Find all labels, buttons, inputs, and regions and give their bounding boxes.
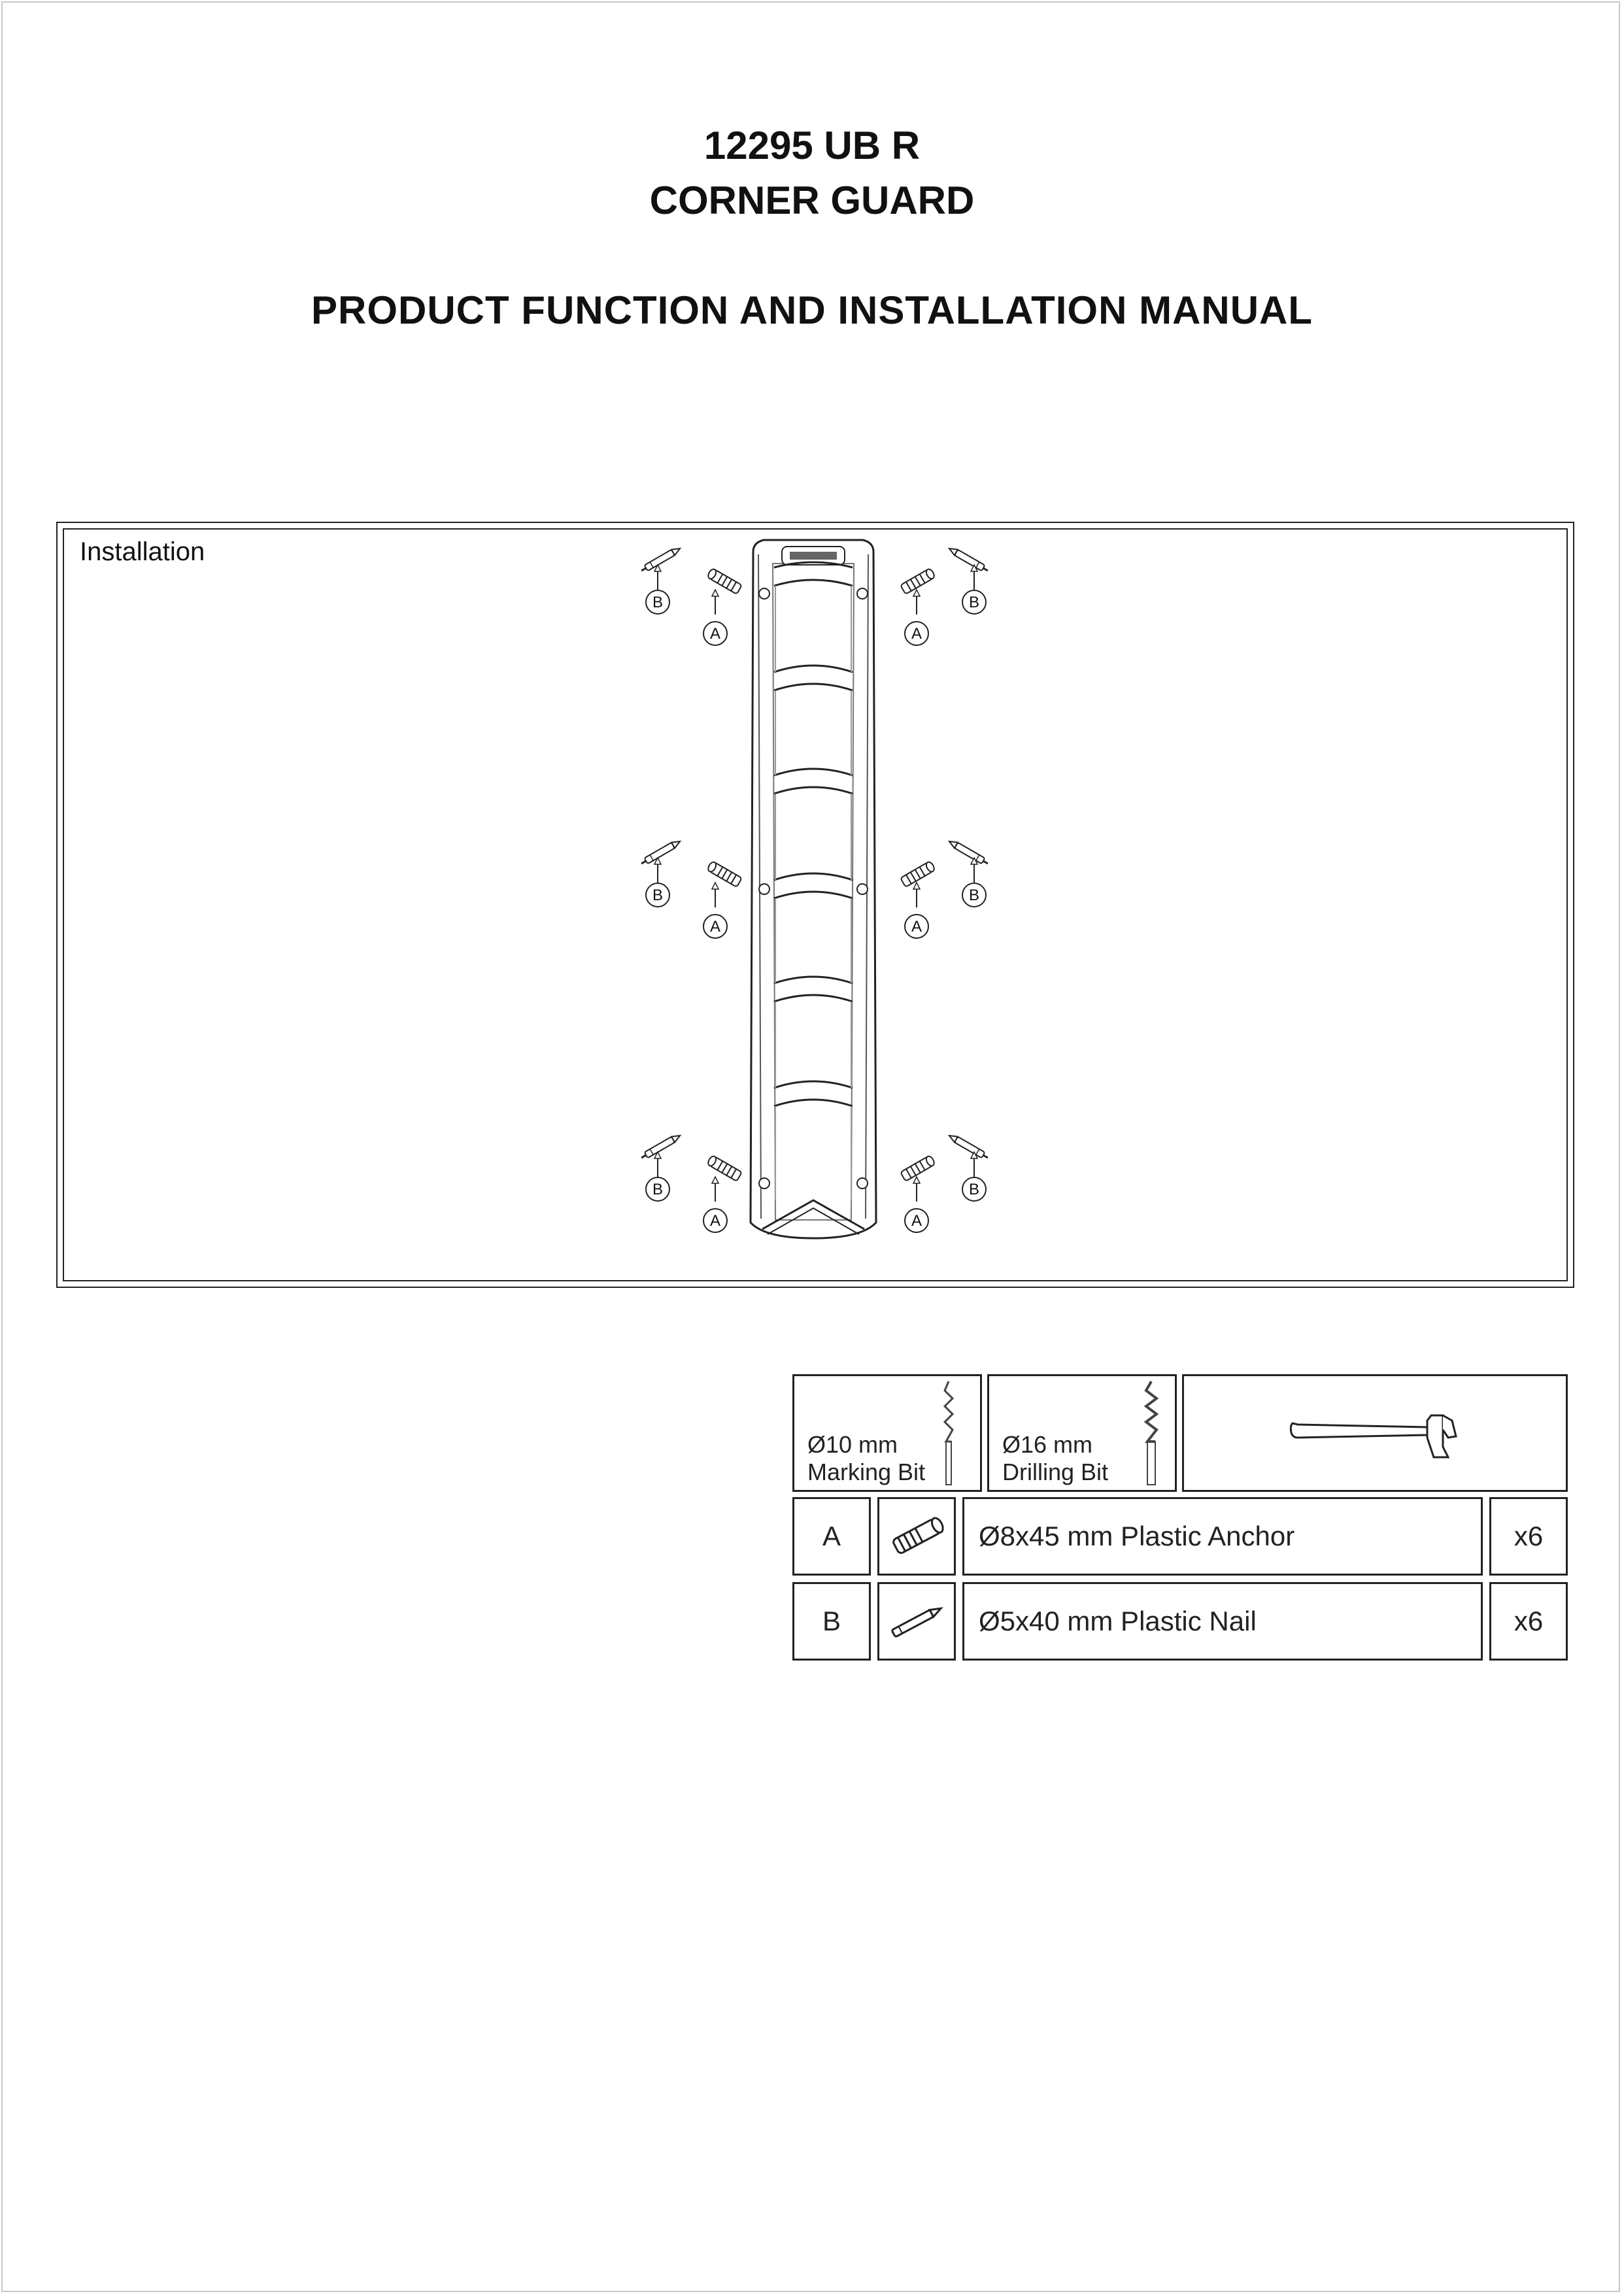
corner-guard-drawing — [751, 540, 876, 1238]
part-a-id: A — [822, 1521, 841, 1551]
drilling-bit-name: Drilling Bit — [1002, 1459, 1109, 1485]
part-a-id-cell — [792, 1497, 871, 1576]
part-b-quantity: x6 — [1514, 1606, 1544, 1636]
part-b-description-cell — [962, 1582, 1483, 1661]
drilling-bit-label — [1002, 1431, 1108, 1486]
drilling-bit-cell — [987, 1374, 1177, 1492]
drilling-bit-size: Ø16 mm — [1002, 1431, 1093, 1458]
callout-b: B — [968, 594, 980, 611]
drill-bit-icon — [1138, 1379, 1164, 1490]
callout-a: A — [709, 918, 721, 936]
hammer-icon — [1289, 1397, 1485, 1476]
part-a-description-cell — [962, 1497, 1483, 1576]
manual-title: PRODUCT FUNCTION AND INSTALLATION MANUAL — [311, 288, 1313, 332]
hammer-cell — [1182, 1374, 1568, 1492]
callout-b: B — [652, 1181, 664, 1198]
callout-b: B — [968, 1181, 980, 1198]
part-b-qty-cell — [1489, 1582, 1568, 1661]
installation-diagram — [58, 523, 1576, 1289]
product-name: CORNER GUARD — [649, 178, 975, 222]
callout-a: A — [911, 918, 922, 936]
plastic-nail-icon — [879, 1584, 954, 1659]
marking-bit-label — [807, 1431, 925, 1486]
drill-bit-icon — [936, 1379, 962, 1490]
marking-bit-cell — [792, 1374, 982, 1492]
part-a-qty-cell — [1489, 1497, 1568, 1576]
part-a-icon-cell — [877, 1497, 956, 1576]
installation-panel — [56, 522, 1574, 1288]
part-b-id: B — [822, 1606, 841, 1636]
plastic-anchor-icon — [879, 1499, 954, 1574]
installation-label: Installation — [80, 537, 205, 566]
part-b-description: Ø5x40 mm Plastic Nail — [979, 1606, 1257, 1636]
part-a-quantity: x6 — [1514, 1521, 1544, 1551]
part-b-id-cell — [792, 1582, 871, 1661]
callout-b: B — [652, 886, 664, 904]
part-b-icon-cell — [877, 1582, 956, 1661]
part-a-description: Ø8x45 mm Plastic Anchor — [979, 1521, 1295, 1551]
callout-b: B — [652, 594, 664, 611]
callout-a: A — [709, 1212, 721, 1230]
marking-bit-size: Ø10 mm — [807, 1431, 898, 1458]
model-number: 12295 UB R — [703, 124, 921, 167]
marking-bit-name: Marking Bit — [807, 1459, 926, 1485]
callout-a: A — [911, 1212, 922, 1230]
callout-a: A — [911, 625, 922, 643]
callout-a: A — [709, 625, 721, 643]
callout-b: B — [968, 886, 980, 904]
